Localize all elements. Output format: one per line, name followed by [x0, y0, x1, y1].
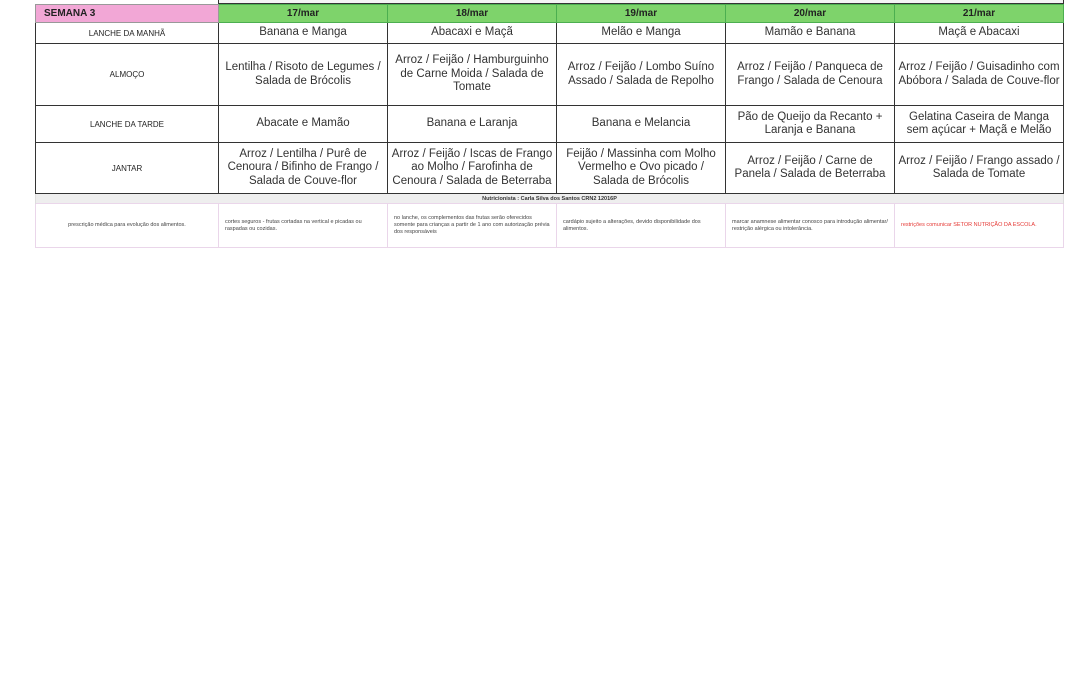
menu-cell: Arroz / Feijão / Carne de Panela / Salada de Beterraba — [726, 143, 895, 194]
menu-cell: Feijão / Massinha com Molho Vermelho e Ovo picado / Salada de Brócolis — [557, 143, 726, 194]
menu-cell: Arroz / Lentilha / Purê de Cenoura / Bifinho de Frango / Salada de Couve-flor — [219, 143, 388, 194]
menu-cell: Lentilha / Risoto de Legumes / Salada de Brócolis — [219, 44, 388, 106]
menu-cell: Arroz / Feijão / Lombo Suíno Assado / Salada de Repolho — [557, 44, 726, 106]
note-cell-alert: restrições comunicar SETOR NUTRIÇÃO DA ESCOLA. — [895, 204, 1064, 248]
nutritionist-row — [36, 194, 1064, 204]
menu-cell: Arroz / Feijão / Hamburguinho de Carne Moida / Salada de Tomate — [388, 44, 557, 106]
menu-cell: Abacaxi e Maçã — [388, 23, 557, 44]
menu-cell: Arroz / Feijão / Guisadinho com Abóbora / Salada de Couve-flor — [895, 44, 1064, 106]
menu-table — [35, 4, 1064, 248]
menu-cell: Melão e Manga — [557, 23, 726, 44]
meal-row-jantar — [36, 143, 1064, 194]
note-cell: cortes seguros - frutas cortadas na vertical e picadas ou raspadas ou cozidas. — [219, 204, 388, 248]
day-header: 20/mar — [726, 5, 895, 23]
note-cell: marcar anamnese alimentar conosco para introdução alimentar/ restrição alérgica ou intolerância. — [726, 204, 895, 248]
menu-cell: Arroz / Feijão / Iscas de Frango ao Molho / Farofinha de Cenoura / Salada de Beterraba — [388, 143, 557, 194]
notes-row — [36, 204, 1064, 248]
menu-cell: Arroz / Feijão / Panqueca de Frango / Salada de Cenoura — [726, 44, 895, 106]
meal-row-lanche-manha — [36, 23, 1064, 44]
meal-label: LANCHE DA MANHÃ — [36, 23, 219, 44]
nutritionist-credit: Nutricionista : Carla Silva dos Santos CRN2 12016P — [36, 194, 1064, 204]
menu-cell: Banana e Melancia — [557, 106, 726, 143]
menu-cell: Gelatina Caseira de Manga sem açúcar + Maçã e Melão — [895, 106, 1064, 143]
note-cell: prescrição médica para evolução dos alimentos. — [36, 204, 219, 248]
menu-cell: Maçã e Abacaxi — [895, 23, 1064, 44]
menu-cell: Banana e Laranja — [388, 106, 557, 143]
menu-cell: Arroz / Feijão / Frango assado / Salada de Tomate — [895, 143, 1064, 194]
day-header: 19/mar — [557, 5, 726, 23]
meal-label: LANCHE DA TARDE — [36, 106, 219, 143]
week-label: SEMANA 3 — [36, 5, 219, 23]
note-cell: cardápio sujeito a alterações, devido disponibilidade dos alimentos. — [557, 204, 726, 248]
menu-cell: Pão de Queijo da Recanto + Laranja e Banana — [726, 106, 895, 143]
menu-cell: Mamão e Banana — [726, 23, 895, 44]
meal-row-lanche-tarde — [36, 106, 1064, 143]
meal-label: JANTAR — [36, 143, 219, 194]
menu-cell: Abacate e Mamão — [219, 106, 388, 143]
meal-row-almoco — [36, 44, 1064, 106]
header-row — [36, 5, 1064, 23]
day-header: 17/mar — [219, 5, 388, 23]
day-header: 18/mar — [388, 5, 557, 23]
note-cell: no lanche, os complementos das frutas serão oferecidos somente para crianças a partir de 1 ano com autorização prévia dos responsáveis — [388, 204, 557, 248]
day-header: 21/mar — [895, 5, 1064, 23]
meal-label: ALMOÇO — [36, 44, 219, 106]
menu-cell: Banana e Manga — [219, 23, 388, 44]
